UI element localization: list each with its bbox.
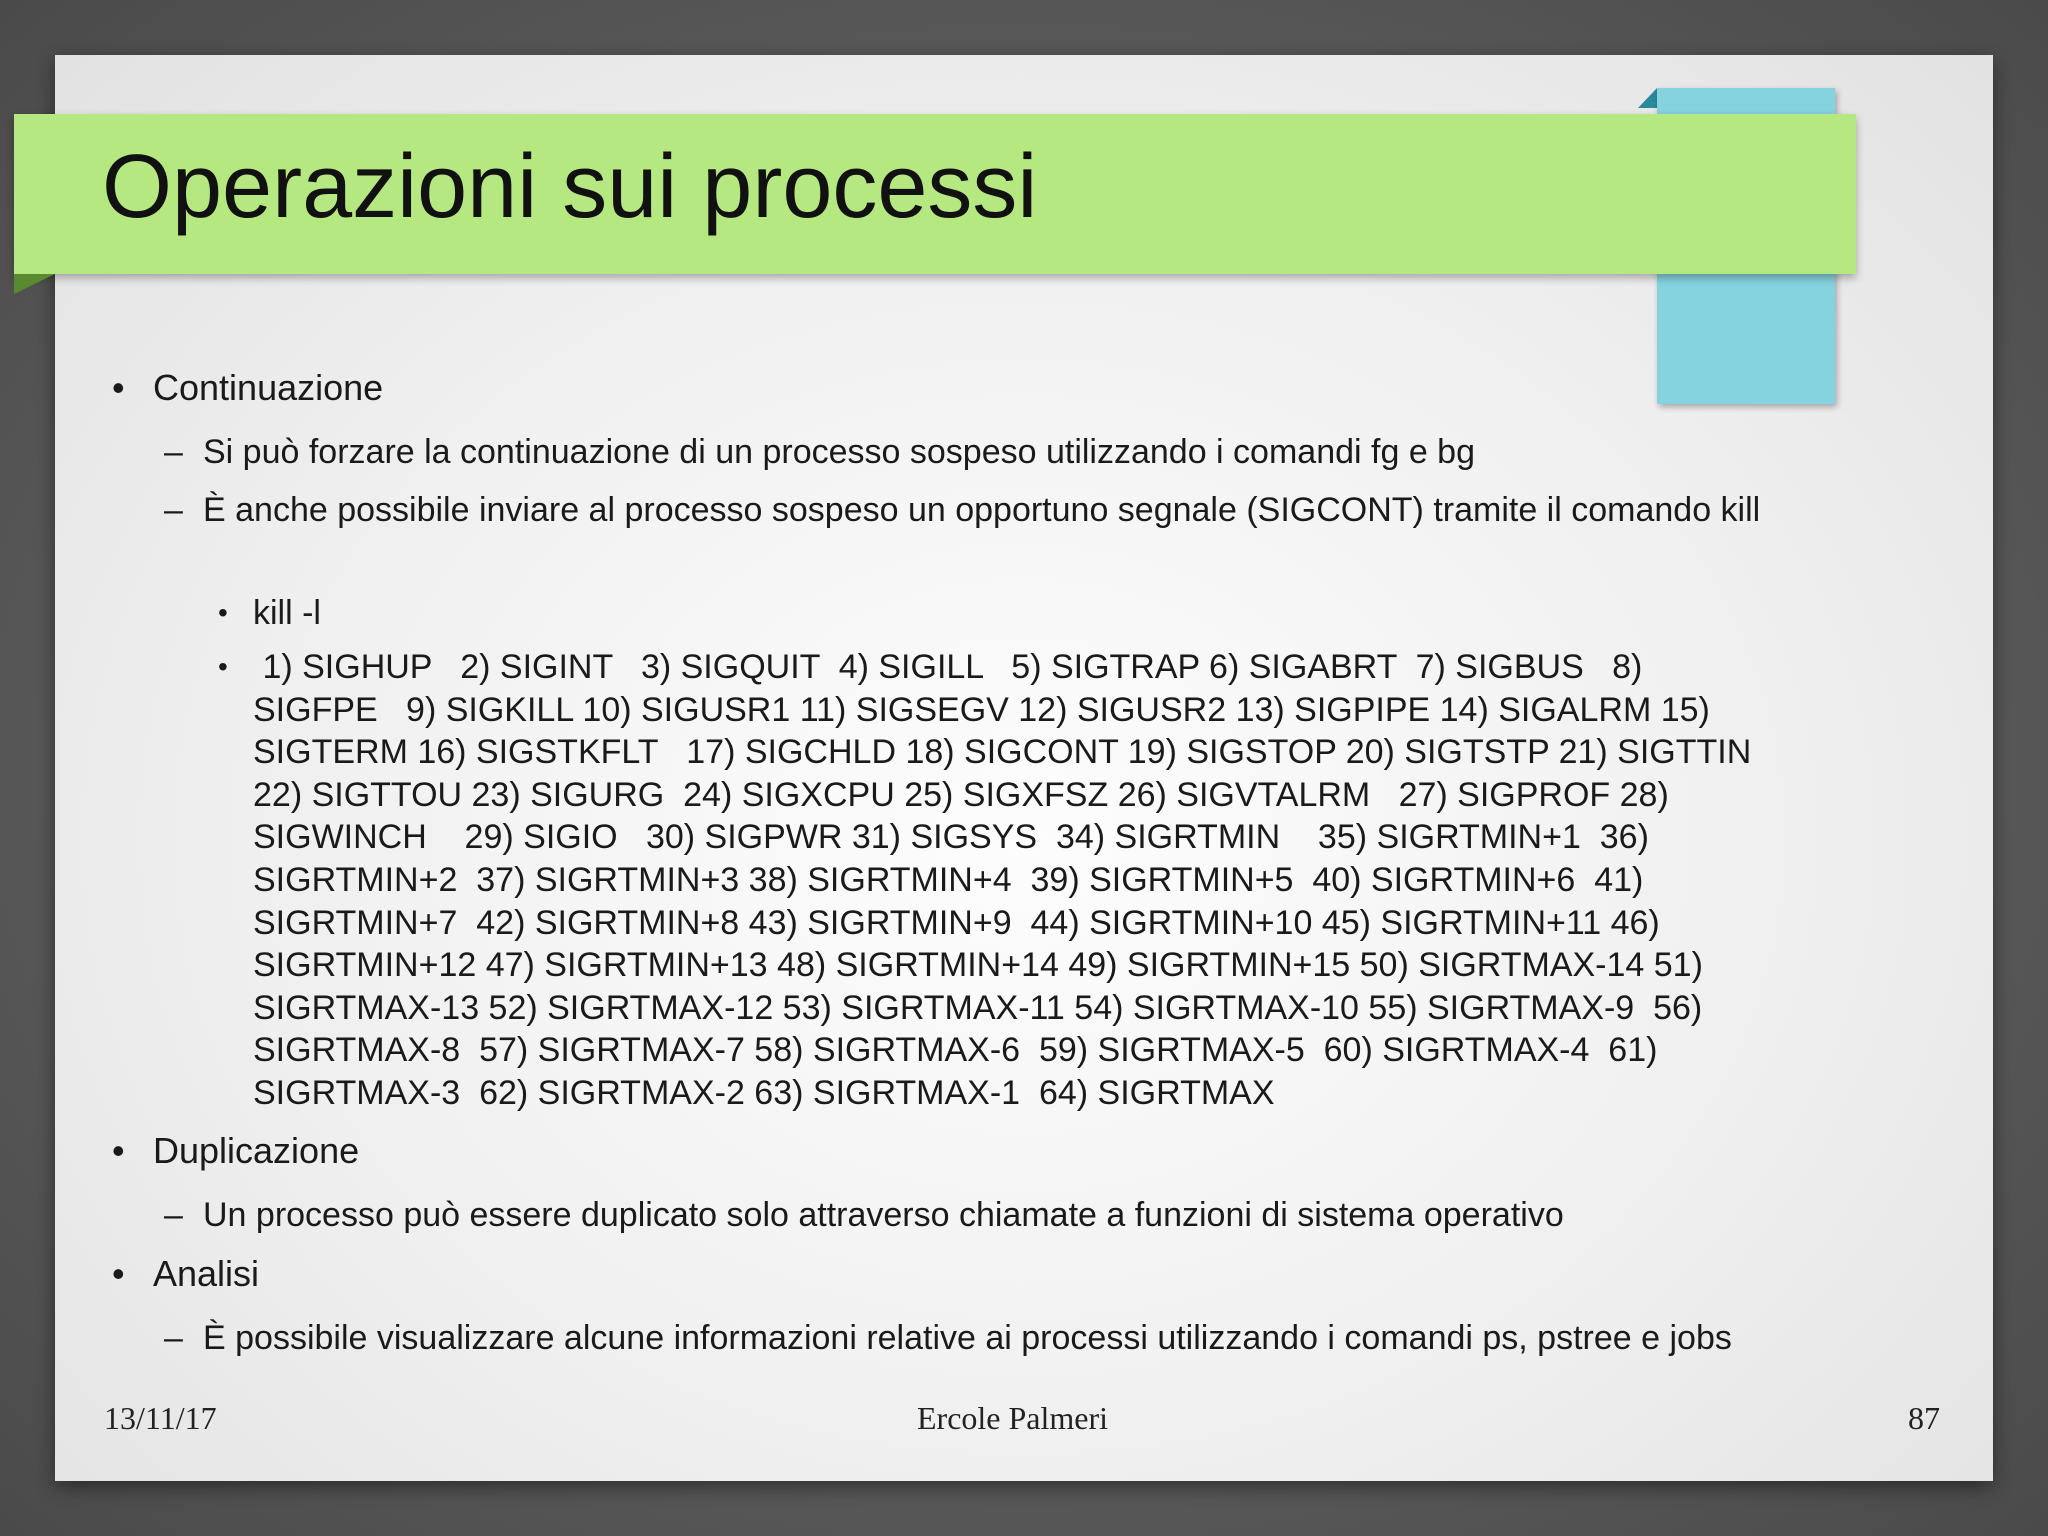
- bullet-icon: •: [112, 1130, 125, 1171]
- bullet-icon: •: [218, 651, 228, 682]
- footer-page-number: 87: [1908, 1400, 1940, 1436]
- list-item-label: Continuazione: [153, 367, 384, 408]
- dash-icon: –: [164, 1319, 183, 1357]
- dash-icon: –: [164, 1196, 183, 1234]
- bullet-icon: •: [218, 597, 228, 628]
- sublist-item-text: Si può forzare la continuazione di un processo sospeso utilizzando i comandi fg e bg: [203, 433, 1475, 471]
- dash-icon: –: [164, 491, 183, 529]
- bullet-icon: •: [112, 367, 125, 408]
- footer-author: Ercole Palmeri: [917, 1400, 1109, 1436]
- dash-icon: –: [164, 433, 183, 471]
- page-title: Operazioni sui processi: [102, 137, 1038, 237]
- sublist-item-text: È anche possibile inviare al processo sospeso un opportuno segnale (SIGCONT) tramite il comando kill: [203, 491, 1761, 529]
- list-item-label: Duplicazione: [153, 1130, 360, 1171]
- sublist-item-text: Un processo può essere duplicato solo attraverso chiamate a funzioni di sistema operativo: [203, 1196, 1564, 1234]
- bullet-icon: •: [112, 1253, 125, 1294]
- list-item-label: Analisi: [153, 1253, 260, 1294]
- sublist-item-text: È possibile visualizzare alcune informazioni relative ai processi utilizzando i comandi ps, pstree e jobs: [203, 1319, 1732, 1357]
- command-text: kill -l: [253, 594, 321, 632]
- footer-date: 13/11/17: [104, 1400, 217, 1436]
- signal-list-text: 1) SIGHUP 2) SIGINT 3) SIGQUIT 4) SIGILL 5) SIGTRAP 6) SIGABRT 7) SIGBUS 8) SIGFPE 9) SIGKILL 10) SIGUSR1 11) SIGSEGV 12) SIGUSR2 13) SIGPIPE 14) SIGALRM 15) SIGTERM 16) SIGSTKFLT 17) SIGCHLD 18) SIGCONT 19) SIGSTOP 20) SIGTSTP 21) SIGTTIN 22) SIGTTOU 23) SIGURG 24) SIGXCPU 25) SIGXFSZ 26) SIGVTALRM 27) SIGPROF 28) SIGWINCH 29) SIGIO 30) SIGPWR 31) SIGSYS 34) SIGRTMIN 35) SIGRTMIN+1 36) SIGRTMIN+2 37) SIGRTMIN+3 38) SIGRTMIN+4 39) SIGRTMIN+5 40) SIGRTMIN+6 41) SIGRTMIN+7 42) SIGRTMIN+8 43) SIGRTMIN+9 44) SIGRTMIN+10 45) SIGRTMIN+11 46) SIGRTMIN+12 47) SIGRTMIN+13 48) SIGRTMIN+14 49) SIGRTMIN+15 50) SIGRTMAX-14 51) SIGRTMAX-13 52) SIGRTMAX-12 53) SIGRTMAX-11 54) SIGRTMAX-10 55) SIGRTMAX-9 56) SIGRTMAX-8 57) SIGRTMAX-7 58) SIGRTMAX-6 59) SIGRTMAX-5 60) SIGRTMAX-4 61) SIGRTMAX-3 62) SIGRTMAX-2 63) SIGRTMAX-1 64) SIGRTMAX: [253, 648, 1752, 1112]
